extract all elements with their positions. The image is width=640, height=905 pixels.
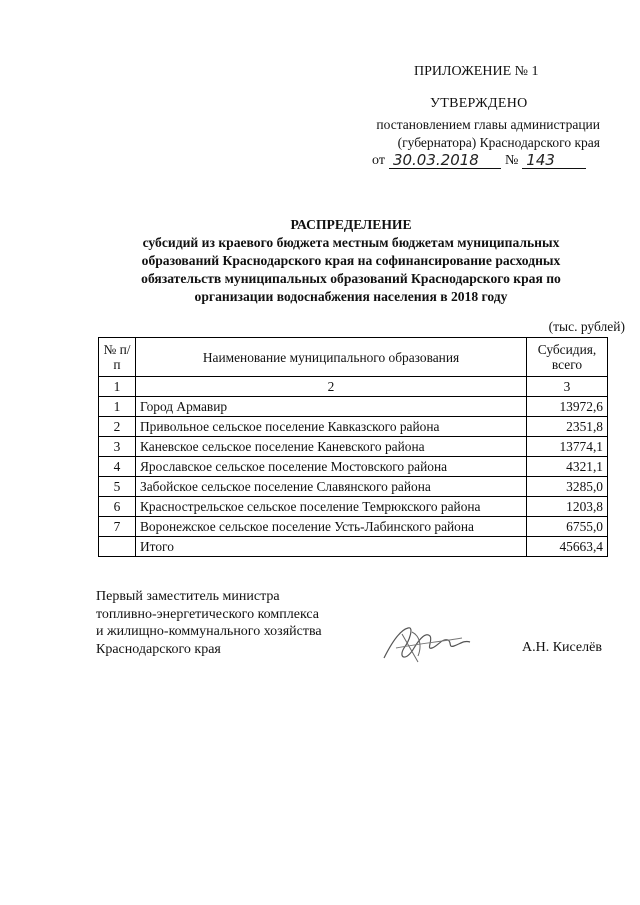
- row-value: 1203,8: [527, 497, 608, 517]
- handwritten-signature: [378, 618, 478, 670]
- row-value: 13774,1: [527, 437, 608, 457]
- row-name: Город Армавир: [136, 397, 527, 417]
- row-name: Привольное сельское поселение Кавказского района: [136, 417, 527, 437]
- column-number: 3: [527, 377, 608, 397]
- total-label: Итого: [136, 537, 527, 557]
- title-heading: РАСПРЕДЕЛЕНИЕ: [290, 217, 412, 232]
- title-line-3: обязательств муниципальных образований Краснодарского края по: [141, 271, 561, 286]
- row-num: 6: [99, 497, 136, 517]
- row-num: 4: [99, 457, 136, 477]
- row-value: 13972,6: [527, 397, 608, 417]
- header-subsidy: Субсидия, всего: [527, 338, 608, 377]
- signer-line-4: Краснодарского края: [96, 641, 221, 657]
- row-value: 3285,0: [527, 477, 608, 497]
- table-row: [99, 517, 608, 537]
- row-name: Ярославское сельское поселение Мостовского района: [136, 457, 527, 477]
- total-row: [99, 537, 608, 557]
- signer-line-3: и жилищно-коммунального хозяйства: [96, 624, 322, 639]
- column-number-row: [99, 377, 608, 397]
- table-header-row: [99, 338, 608, 377]
- date-prefix: от: [372, 153, 385, 168]
- distribution-table: [98, 337, 608, 557]
- row-num: 7: [99, 517, 136, 537]
- row-value: 6755,0: [527, 517, 608, 537]
- row-name: Забойское сельское поселение Славянского района: [136, 477, 527, 497]
- number-value: 143: [522, 152, 586, 169]
- column-number: 2: [136, 377, 527, 397]
- approved-by-line-2: (губернатора) Краснодарского края: [397, 135, 600, 150]
- header-num: № п/п: [99, 338, 136, 377]
- header-name: Наименование муниципального образования: [136, 338, 527, 377]
- document-title: [96, 216, 606, 306]
- total-num-cell: [99, 537, 136, 557]
- column-number: 1: [99, 377, 136, 397]
- approved-by-block: [376, 116, 600, 152]
- row-name: Каневское сельское поселение Каневского района: [136, 437, 527, 457]
- row-value: 4321,1: [527, 457, 608, 477]
- total-value: 45663,4: [527, 537, 608, 557]
- row-value: 2351,8: [527, 417, 608, 437]
- table-row: [99, 477, 608, 497]
- signer-name: А.Н. Киселёв: [522, 640, 602, 655]
- row-name: Краснострельское сельское поселение Темрюкского района: [136, 497, 527, 517]
- row-num: 1: [99, 397, 136, 417]
- signer-line-1: Первый заместитель министра: [96, 589, 280, 604]
- table-row: [99, 397, 608, 417]
- approved-by-line-1: постановлением главы администрации: [376, 117, 600, 132]
- date-value: 30.03.2018: [389, 152, 501, 169]
- row-num: 2: [99, 417, 136, 437]
- signer-line-2: топливно-энергетического комплекса: [96, 606, 319, 622]
- title-line-1: субсидий из краевого бюджета местным бюджетам муниципальных: [142, 235, 560, 250]
- number-prefix: №: [504, 153, 519, 168]
- appendix-label: ПРИЛОЖЕНИЕ № 1: [414, 64, 539, 79]
- table-row: [99, 497, 608, 517]
- signer-title: [96, 588, 322, 658]
- title-line-4: организации водоснабжения населения в 2018 году: [194, 289, 508, 304]
- row-num: 5: [99, 477, 136, 497]
- row-num: 3: [99, 437, 136, 457]
- table-row: [99, 457, 608, 477]
- approved-label: УТВЕРЖДЕНО: [430, 96, 528, 111]
- approval-date-line: [372, 152, 590, 169]
- title-line-2: образований Краснодарского края на софинансирование расходных: [141, 253, 561, 268]
- units-label: (тыс. рублей): [548, 319, 625, 334]
- table-row: [99, 437, 608, 457]
- row-name: Воронежское сельское поселение Усть-Лабинского района: [136, 517, 527, 537]
- table-row: [99, 417, 608, 437]
